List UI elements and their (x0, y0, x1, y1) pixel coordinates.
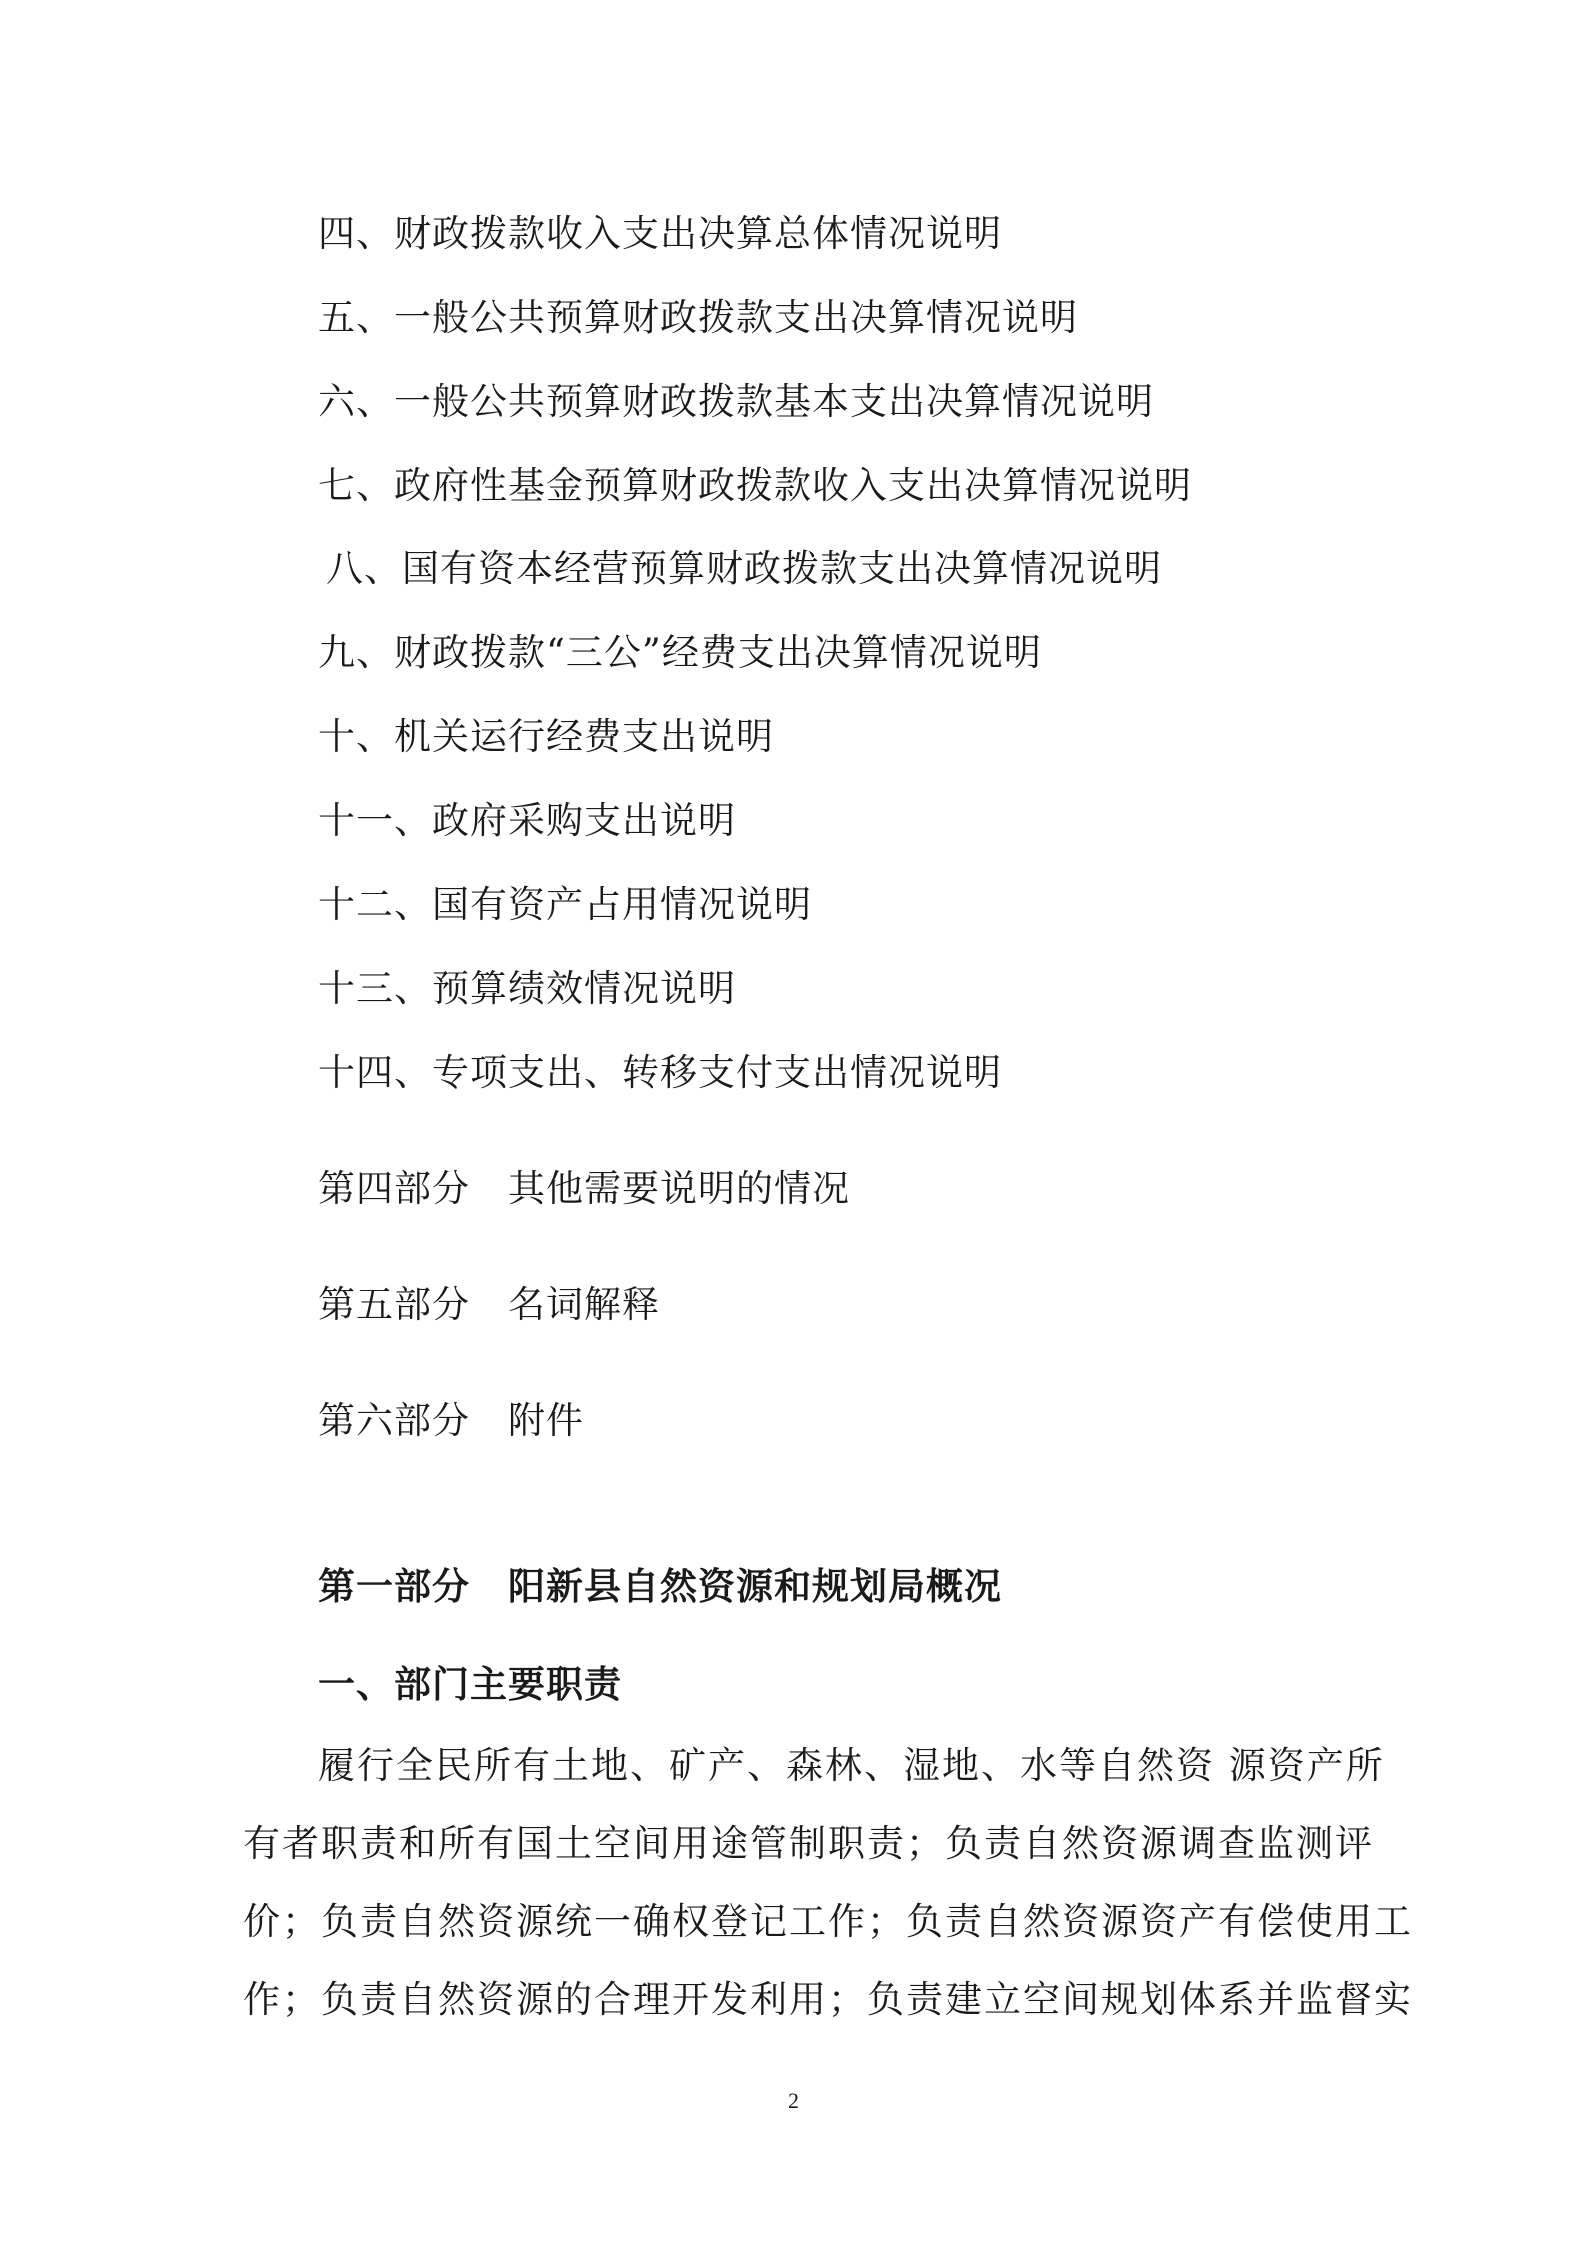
paragraph-line: 作；负责自然资源的合理开发利用；负责建立空间规划体系并监督实 (243, 1978, 1413, 2021)
toc-part-label: 第六部分 (318, 1399, 470, 1442)
toc-item-12: 十二、国有资产占用情况说明 (318, 883, 812, 926)
toc-item-11: 十一、政府采购支出说明 (318, 799, 736, 842)
toc-item-9: 九、财政拨款“三公”经费支出决算情况说明 (318, 631, 1042, 674)
subsection-heading: 一、部门主要职责 (318, 1662, 622, 1706)
toc-part-title: 其他需要说明的情况 (508, 1167, 850, 1210)
paragraph-line: 履行全民所有土地、矿产、森林、湿地、水等自然资 源资产所 (318, 1744, 1385, 1787)
toc-part-4 (318, 1167, 850, 1211)
toc-part-label: 第五部分 (318, 1283, 470, 1326)
paragraph-line: 有者职责和所有国土空间用途管制职责；负责自然资源调查监测评 (243, 1822, 1374, 1865)
toc-item-6: 六、一般公共预算财政拨款基本支出决算情况说明 (318, 380, 1154, 423)
toc-part-5 (318, 1283, 660, 1327)
toc-item-4: 四、财政拨款收入支出决算总体情况说明 (318, 212, 1002, 255)
toc-item-10: 十、机关运行经费支出说明 (318, 715, 774, 758)
toc-part-label: 第四部分 (318, 1167, 470, 1210)
toc-item-14: 十四、专项支出、转移支付支出情况说明 (318, 1051, 1002, 1094)
toc-part-6 (318, 1399, 584, 1443)
page-number: 2 (788, 2088, 799, 2113)
toc-part-title: 附件 (508, 1399, 584, 1442)
toc-item-13: 十三、预算绩效情况说明 (318, 967, 736, 1010)
section-title: 阳新县自然资源和规划局概况 (508, 1564, 1002, 1608)
toc-part-title: 名词解释 (508, 1283, 660, 1326)
section-label: 第一部分 (318, 1564, 470, 1608)
toc-item-7: 七、政府性基金预算财政拨款收入支出决算情况说明 (318, 464, 1192, 507)
paragraph-line: 价；负责自然资源统一确权登记工作；负责自然资源资产有偿使用工 (243, 1900, 1413, 1943)
toc-item-5: 五、一般公共预算财政拨款支出决算情况说明 (318, 296, 1078, 339)
section-heading (318, 1564, 1002, 1608)
toc-item-8: 八、国有资本经营预算财政拨款支出决算情况说明 (326, 547, 1162, 590)
